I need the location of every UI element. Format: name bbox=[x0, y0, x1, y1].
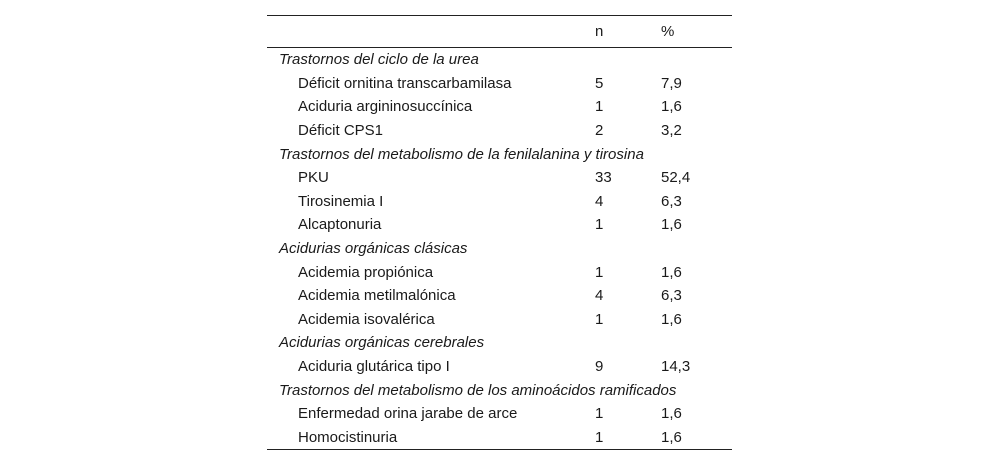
row-n: 1 bbox=[595, 405, 604, 423]
row-percent: 1,6 bbox=[661, 263, 682, 281]
row-n: 1 bbox=[595, 310, 604, 328]
row-percent: 52,4 bbox=[661, 169, 691, 187]
row-percent: 1,6 bbox=[661, 428, 682, 446]
disorders-table bbox=[267, 15, 732, 450]
row-label: Déficit ornitina transcarbamilasa bbox=[298, 74, 512, 92]
row-percent: 6,3 bbox=[661, 287, 682, 305]
row-percent: 3,2 bbox=[661, 122, 682, 140]
table-row bbox=[267, 72, 732, 96]
row-label: Homocistinuria bbox=[298, 428, 398, 446]
row-label: Tirosinemia I bbox=[298, 192, 384, 210]
table-row bbox=[267, 166, 732, 190]
row-label: Acidemia propiónica bbox=[298, 263, 434, 281]
table-row bbox=[267, 190, 732, 214]
table-row bbox=[267, 308, 732, 332]
row-n: 4 bbox=[595, 192, 604, 210]
table-row bbox=[267, 284, 732, 308]
header-n: n bbox=[595, 23, 604, 40]
row-percent: 1,6 bbox=[661, 405, 682, 423]
row-n: 5 bbox=[595, 74, 604, 92]
row-label: Aciduria argininosuccínica bbox=[298, 98, 473, 116]
table-row bbox=[267, 402, 732, 426]
row-label: Alcaptonuria bbox=[298, 216, 382, 234]
group-row-phenylalanine-tyrosine bbox=[267, 142, 732, 166]
table-row bbox=[267, 260, 732, 284]
group-title: Acidurias orgánicas cerebrales bbox=[279, 334, 485, 352]
header-label bbox=[267, 16, 595, 48]
row-label: Acidemia isovalérica bbox=[298, 310, 435, 328]
row-n: 9 bbox=[595, 358, 604, 376]
row-n: 1 bbox=[595, 216, 604, 234]
row-n: 4 bbox=[595, 287, 604, 305]
row-n: 1 bbox=[595, 263, 604, 281]
row-label: PKU bbox=[298, 169, 329, 187]
group-title: Trastornos del metabolismo de los aminoácidos ramificados bbox=[279, 381, 677, 399]
group-row-classic-organic-acidurias bbox=[267, 237, 732, 261]
row-percent: 14,3 bbox=[661, 358, 691, 376]
header-row bbox=[267, 16, 732, 48]
row-percent: 1,6 bbox=[661, 310, 682, 328]
row-label: Déficit CPS1 bbox=[298, 122, 384, 140]
data-table-container bbox=[267, 15, 732, 450]
group-title: Acidurias orgánicas clásicas bbox=[279, 240, 468, 258]
group-row-branched-chain-amino-acids bbox=[267, 378, 732, 402]
row-percent: 7,9 bbox=[661, 74, 682, 92]
row-n: 33 bbox=[595, 169, 612, 187]
row-n: 1 bbox=[595, 98, 604, 116]
row-label: Acidemia metilmalónica bbox=[298, 287, 456, 305]
group-title: Trastornos del metabolismo de la fenilalanina y tirosina bbox=[279, 145, 644, 163]
row-percent: 1,6 bbox=[661, 98, 682, 116]
group-row-urea-cycle bbox=[267, 48, 732, 72]
table-body bbox=[267, 48, 732, 450]
group-row-cerebral-organic-acidurias bbox=[267, 331, 732, 355]
table-row bbox=[267, 213, 732, 237]
row-n: 1 bbox=[595, 428, 604, 446]
table-header bbox=[267, 16, 732, 48]
table-row bbox=[267, 95, 732, 119]
group-title: Trastornos del ciclo de la urea bbox=[279, 51, 479, 69]
row-percent: 1,6 bbox=[661, 216, 682, 234]
table-row bbox=[267, 426, 732, 450]
row-n: 2 bbox=[595, 122, 604, 140]
table-row bbox=[267, 355, 732, 379]
table-row bbox=[267, 119, 732, 143]
header-percent: % bbox=[661, 23, 675, 40]
row-percent: 6,3 bbox=[661, 192, 682, 210]
row-label: Enfermedad orina jarabe de arce bbox=[298, 405, 518, 423]
row-label: Aciduria glutárica tipo I bbox=[298, 358, 450, 376]
